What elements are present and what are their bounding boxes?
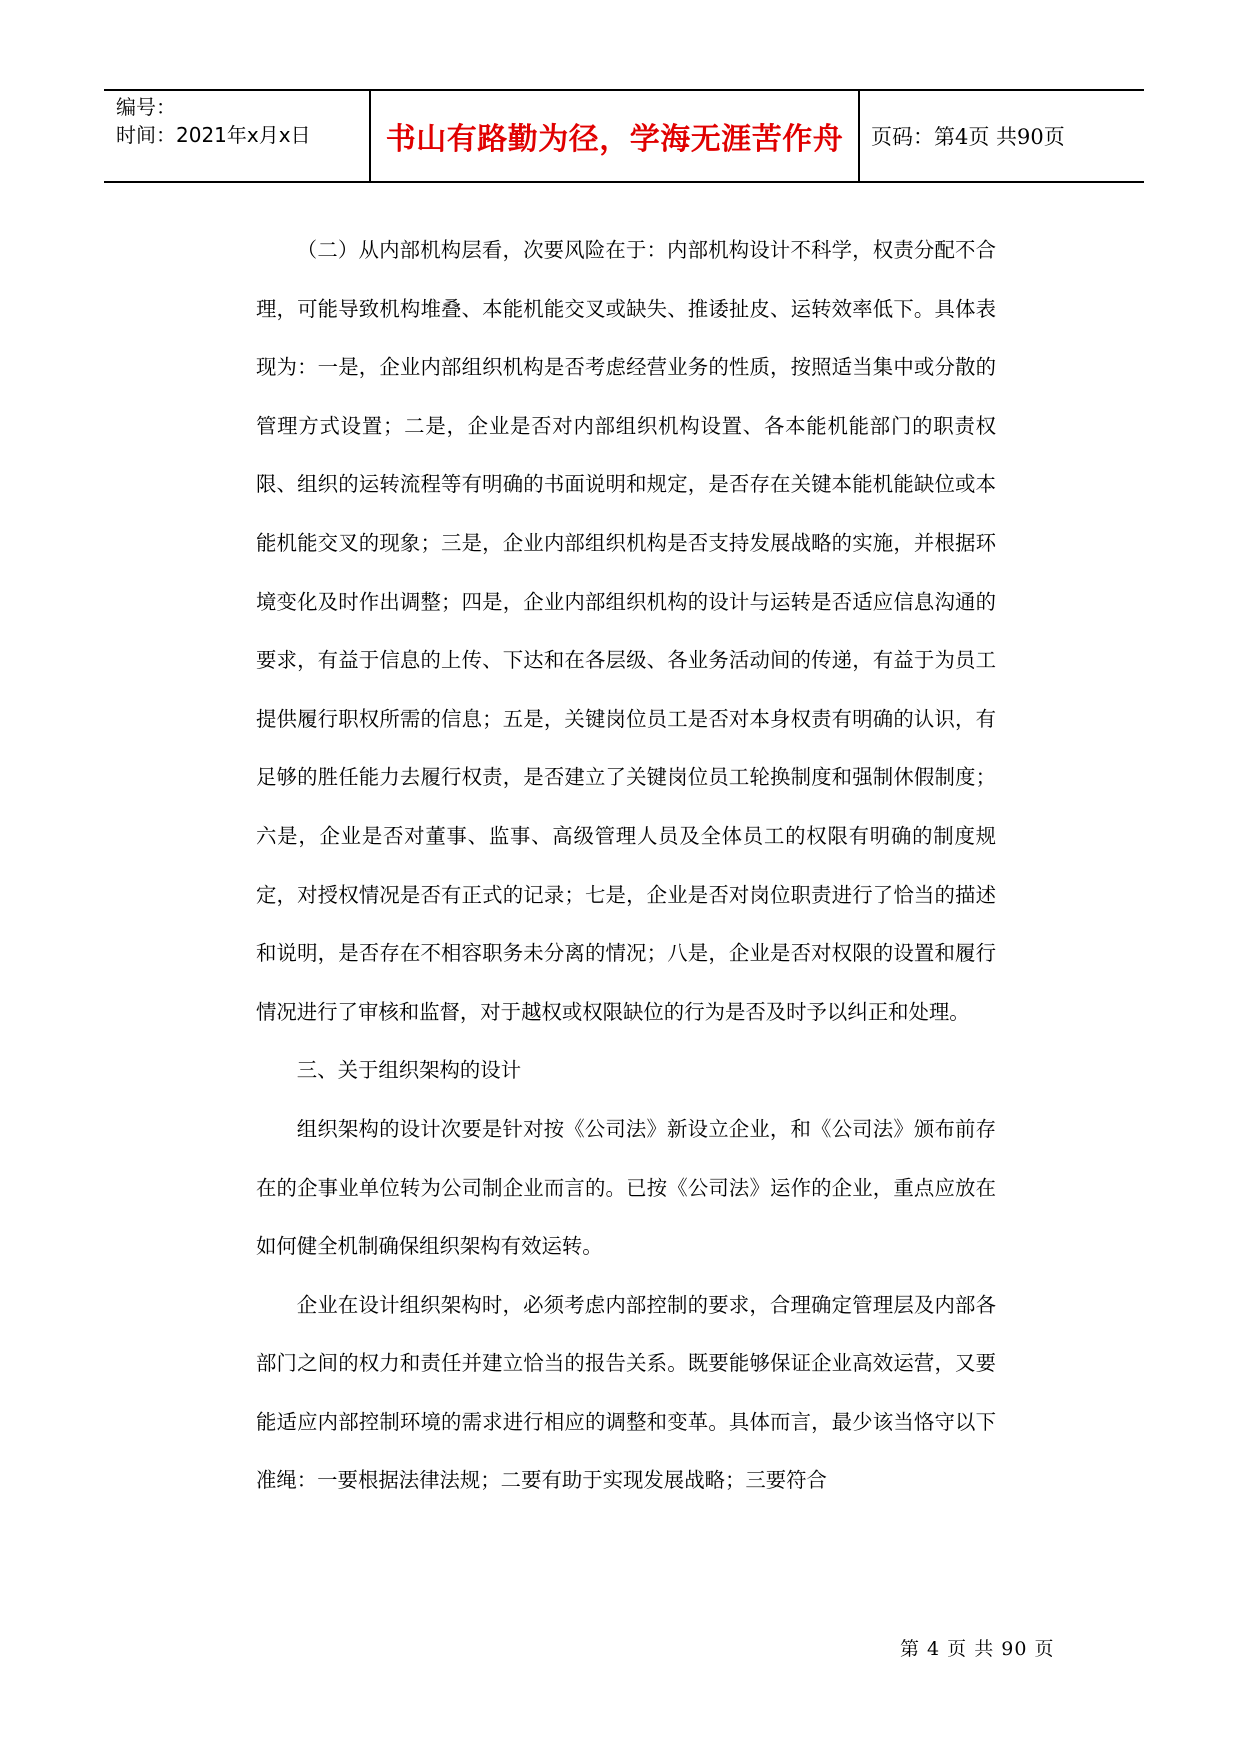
page-header [104, 89, 1144, 183]
serial-number-label: 编号： [116, 95, 176, 119]
header-meta [116, 93, 368, 149]
page-footer: 第 4 页 共 90 页 [900, 1638, 1055, 1660]
time-label: 时间：2021年x月x日 [116, 123, 311, 147]
section-heading-design: 三、关于组织架构的设计 [296, 1058, 522, 1083]
header-motto: 书山有路勤为径，学海无涯苦作舟 [385, 122, 844, 157]
paragraph-design-scope: 组织架构的设计次要是针对按《公司法》新设立企业，和《公司法》颁布前存在的企事业单位转为公司制企业而言的。已按《公司法》运作的企业，重点应放在如何健全机制确保组织架构有效运转。 [256, 1116, 996, 1259]
header-divider-right [858, 91, 860, 181]
header-page-code: 页码：第4页 共90页 [871, 125, 1065, 149]
document-body [256, 221, 996, 1510]
paragraph-risk-structure: （二）从内部机构层看，次要风险在于：内部机构设计不科学，权责分配不合理，可能导致机构堆叠、本能机能交叉或缺失、推诿扯皮、运转效率低下。具体表现为：一是，企业内部组织机构是否考虑经营业务的性质，按照适当集中或分散的管理方式设置；二是，企业是否对内部组织机构设置、各本能机能部门的职责权限、组织的运转流程等有明确的书面说明和规定，是否存在关键本能机能缺位或本能机能交叉的现象；三是，企业内部组织机构是否支持发展战略的实施，并根据环境变化及时作出调整；四是，企业内部组织机构的设计与运转是否适应信息沟通的要求，有益于信息的上传、下达和在各层级、各业务活动间的传递，有益于为员工提供履行职权所需的信息；五是，关键岗位员工是否对本身权责有明确的认识，有足够的胜任能力去履行权责，是否建立了关键岗位员工轮换制度和强制休假制度；六是，企业是否对董事、监事、高级管理人员及全体员工的权限有明确的制度规定，对授权情况是否有正式的记录；七是，企业是否对岗位职责进行了恰当的描述和说明，是否存在不相容职务未分离的情况；八是，企业是否对权限的设置和履行情况进行了审核和监督，对于越权或权限缺位的行为是否及时予以纠正和处理。 [256, 238, 996, 1024]
paragraph-design-principles: 企业在设计组织架构时，必须考虑内部控制的要求，合理确定管理层及内部各部门之间的权力和责任并建立恰当的报告关系。既要能够保证企业高效运营，又要能适应内部控制环境的需求进行相应的调整和变革。具体而言，最少该当恪守以下准绳：一要根据法律法规；二要有助于实现发展战略；三要符合 [256, 1292, 996, 1493]
